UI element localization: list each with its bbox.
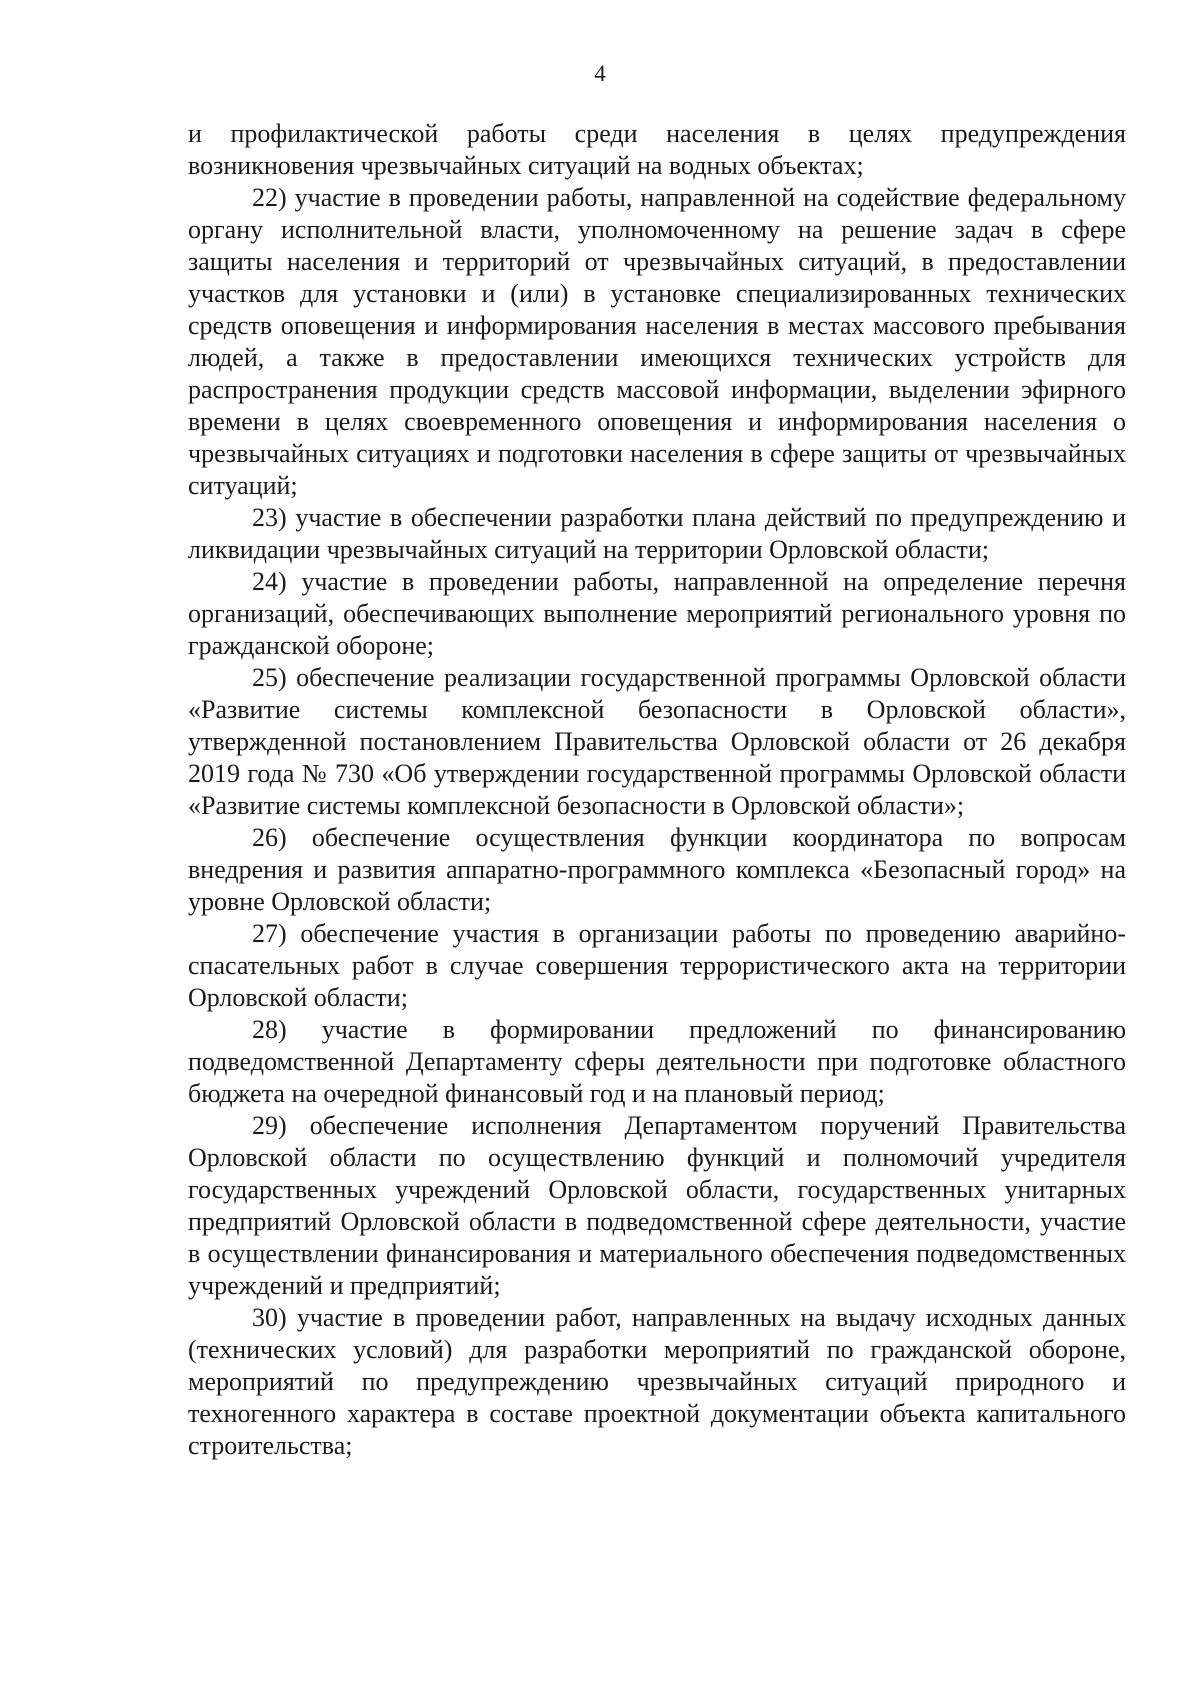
paragraph-item-27: 27) обеспечение участия в организации работы по проведению аварийно-спасательных работ в случае совершения террористического акта на территории Орловской области;: [188, 919, 1126, 1012]
paragraph-item-22: 22) участие в проведении работы, направленной на содействие федеральному органу исполнительной власти, уполномоченному на решение задач в сфере защиты населения и территорий от чрезвычайных ситуаций, в предоставлении участков для установки и (или) в установке специализированных технических средств оповещения и информирования населения в местах массового пребывания людей, а также в предоставлении имеющихся технических устройств для распространения продукции средств массовой информации, выделении эфирного времени в целях своевременного оповещения и информирования населения о чрезвычайных ситуациях и подготовки населения в сфере защиты от чрезвычайных ситуаций;: [188, 183, 1126, 500]
paragraph-item-28: 28) участие в формировании предложений по финансированию подведомственной Департаменту сферы деятельности при подготовке областного бюджета на очередной финансовый год и на плановый период;: [188, 1015, 1126, 1108]
paragraph-item-25: 25) обеспечение реализации государственной программы Орловской области «Развитие системы комплексной безопасности в Орловской области», утвержденной постановлением Правительства Орловской области от 26 декабря 2019 года № 730 «Об утверждении государственной программы Орловской области «Развитие системы комплексной безопасности в Орловской области»;: [188, 663, 1126, 820]
paragraph-continuation: и профилактической работы среди населения в целях предупреждения возникновения чрезвычайных ситуаций на водных объектах;: [188, 119, 1126, 180]
page-number: 4: [594, 61, 606, 86]
paragraph-item-29: 29) обеспечение исполнения Департаментом поручений Правительства Орловской области по осуществлению функций и полномочий учредителя государственных учреждений Орловской области, государственных унитарных предприятий Орловской области в подведомственной сфере деятельности, участие в осуществлении финансирования и материального обеспечения подведомственных учреждений и предприятий;: [188, 1111, 1126, 1300]
document-body: [188, 118, 1126, 1462]
paragraph-item-23: 23) участие в обеспечении разработки плана действий по предупреждению и ликвидации чрезвычайных ситуаций на территории Орловской области;: [188, 503, 1126, 564]
paragraph-item-24: 24) участие в проведении работы, направленной на определение перечня организаций, обеспечивающих выполнение мероприятий регионального уровня по гражданской обороне;: [188, 567, 1126, 660]
paragraph-item-26: 26) обеспечение осуществления функции координатора по вопросам внедрения и развития аппаратно-программного комплекса «Безопасный город» на уровне Орловской области;: [188, 823, 1126, 916]
paragraph-item-30: 30) участие в проведении работ, направленных на выдачу исходных данных (технических условий) для разработки мероприятий по гражданской обороне, мероприятий по предупреждению чрезвычайных ситуаций природного и техногенного характера в составе проектной документации объекта капитального строительства;: [188, 1303, 1126, 1460]
